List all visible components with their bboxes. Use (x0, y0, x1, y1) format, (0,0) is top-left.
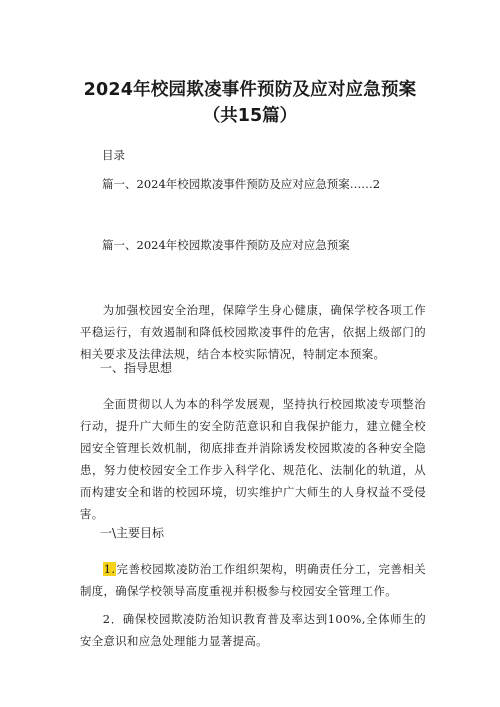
goal-1-paragraph (80, 558, 426, 602)
heading-main-goals: 一\主要目标 (100, 526, 165, 540)
goal-2-paragraph: 2．确保校园欺凌防治知识教育普及率达到100%,全体师生的安全意识和应急处理能力显著提高。 (80, 612, 426, 649)
goal-1-number-highlight: 1. (103, 562, 116, 577)
intro-paragraph: 为加强校园安全治理，保障学生身心健康，确保学校各项工作平稳运行，有效遏制和降低校园欺凌事件的危害，依据上级部门的相关要求及法律法规，结合本校实际情况，特制定本预案。 (80, 303, 426, 362)
document-title: 2024年校园欺凌事件预防及应对应急预案 (83, 80, 417, 100)
toc-label: 目录 (102, 148, 125, 162)
toc-entry[interactable]: 篇一、2024年校园欺凌事件预防及应对应急预案……2 (102, 177, 381, 191)
section-heading: 篇一、2024年校园欺凌事件预防及应对应急预案 (102, 238, 350, 252)
guiding-paragraph: 全面贯彻以人为本的科学发展观，坚持执行校园欺凌专项整治行动，提升广大师生的安全防范意识和自我保护能力，建立健全校园安全管理长效机制，彻底排查并消除诱发校园欺凌的各种安全隐患，努力使校园安全工作步入科学化、规范化、法制化的轨道，从而构建安全和谐的校园环境，切实维护广大师生的人身权益不受侵害。 (80, 397, 426, 522)
document-subtitle: （共15篇） (202, 106, 298, 126)
heading-guiding-ideology: 一、指导思想 (100, 361, 173, 375)
goal-1-text: 完善校园欺凌防治工作组织架构，明确责任分工，完善相关制度，确保学校领导高度重视并积极参与校园安全管理工作。 (80, 562, 426, 599)
